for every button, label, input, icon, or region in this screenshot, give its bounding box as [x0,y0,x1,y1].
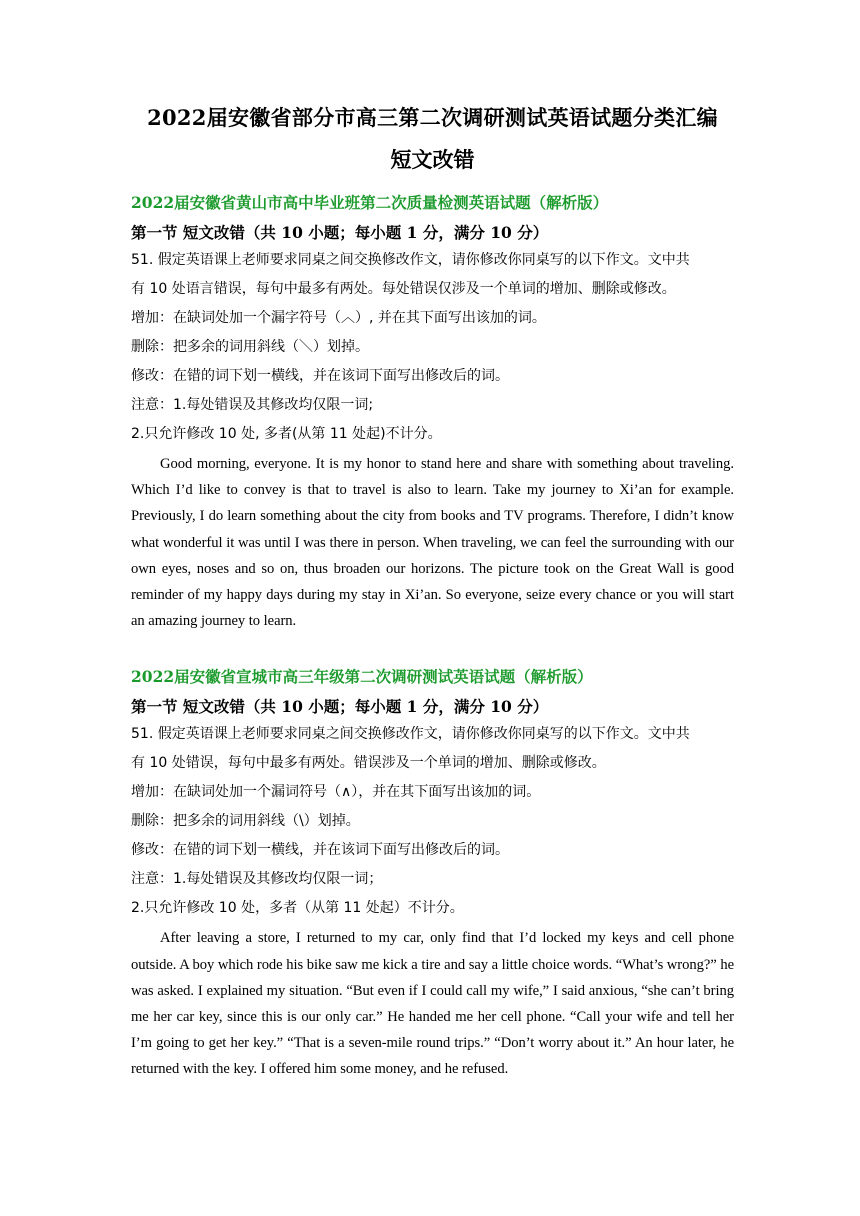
section-source-title: 2022届安徽省黄山市高中毕业班第二次质量检测英语试题（解析版） [131,193,609,212]
section-part-heading: 第一节 短文改错（共 10 小题；每小题 1 分，满分 10 分） [131,223,549,242]
instruction-line: 有 10 处错误，每句中最多有两处。错误涉及一个单词的增加、删除或修改。 [131,755,606,772]
instruction-line: 51. 假定英语课上老师要求同桌之间交换修改作文，请你修改你同桌写的以下作文。文中共 [131,252,690,268]
document-subtitle: 短文改错 [390,147,475,172]
instruction-line: 删除：把多余的词用斜线（＼）划掉。 [131,339,369,355]
instruction-line: 注意：1.每处错误及其修改均仅限一词; [131,397,374,413]
section-xuancheng [131,664,734,1082]
instruction-line: 增加：在缺词处加一个漏词符号（∧），并在其下面写出该加的词。 [131,784,541,801]
instruction-line: 2.只允许修改 10 处, 多者(从第 11 处起)不计分。 [131,426,442,442]
instruction-line: 51. 假定英语课上老师要求同桌之间交换修改作文，请你修改你同桌写的以下作文。文中共 [131,726,690,743]
instruction-line: 有 10 处语言错误，每句中最多有两处。每处错误仅涉及一个单词的增加、删除或修改。 [131,281,676,297]
instruction-line: 修改：在错的词下划一横线，并在该词下面写出修改后的词。 [131,842,509,859]
instruction-line: 修改：在错的词下划一横线，并在该词下面写出修改后的词。 [131,368,509,384]
section-huangshan [131,190,734,634]
section-source-title: 2022届安徽省宣城市高三年级第二次调研测试英语试题（解析版） [131,667,593,687]
section-part-heading: 第一节 短文改错（共 10 小题；每小题 1 分，满分 10 分） [131,697,549,717]
essay-passage: Good morning, everyone. It is my honor to stand here and share with something about traveling. Which I’d like to convey is that to travel is also to learn. Take my journey to Xi’an for example. Previously, I do learn something about the city from books and TV programs. Therefore, I didn’t know what wonderful it was until I was there in person. When traveling, we can feel the surrounding with our own eyes, noses and so on, thus broaden our horizons. The picture took on the Great Wall is good reminder of my happy days during my stay in Xi’an. So everyone, seize every chance or you will start an amazing journey to learn. [131,456,734,630]
essay-passage: After leaving a store, I returned to my car, only find that I’d locked my keys and cell phone outside. A boy which rode his bike saw me kick a tire and say a little choice words. “What’s wrong?” he was asked. I explained my situation. “But even if I could call my wife,” I said anxious, “she can’t bring me her car key, since this is our only car.” He handed me her cell phone. “Call your wife and tell her I’m going to get her key.” “That is a seven-mile round trips.” “Don’t worry about it.” An hour later, he returned with the key. I offered him some money, and he refused. [131,930,734,1078]
instruction-line: 2.只允许修改 10 处，多者（从第 11 处起）不计分。 [131,900,464,917]
instruction-line: 删除：把多余的词用斜线（\）划掉。 [131,813,360,830]
instruction-line: 注意：1.每处错误及其修改均仅限一词； [131,871,383,888]
document-title: 2022届安徽省部分市高三第二次调研测试英语试题分类汇编 [147,105,718,130]
instruction-line: 增加：在缺词处加一个漏字符号（︿）, 并在其下面写出该加的词。 [131,310,546,326]
